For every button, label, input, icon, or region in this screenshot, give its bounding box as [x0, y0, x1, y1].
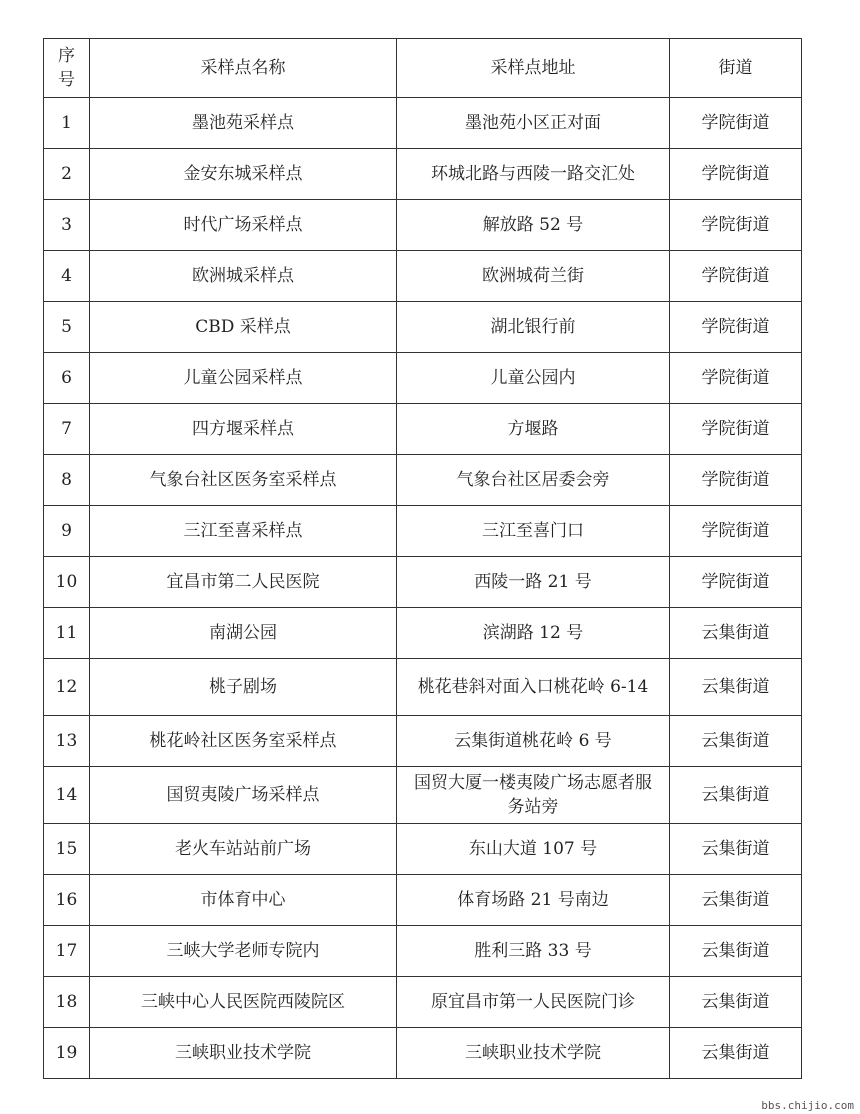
cell-street: 学院街道	[670, 404, 802, 455]
cell-serial-number: 16	[44, 875, 90, 926]
table-row	[44, 1028, 802, 1079]
cell-site-address	[397, 659, 670, 716]
table-row	[44, 302, 802, 353]
cell-serial-number: 1	[44, 98, 90, 149]
cell-site-address: 方堰路	[397, 404, 670, 455]
cell-serial-number: 17	[44, 926, 90, 977]
cell-site-name: 老火车站站前广场	[90, 824, 397, 875]
cell-site-name: 金安东城采样点	[90, 149, 397, 200]
cell-site-address: 儿童公园内	[397, 353, 670, 404]
cell-street: 云集街道	[670, 875, 802, 926]
table-body	[44, 98, 802, 1079]
cell-street: 学院街道	[670, 149, 802, 200]
cell-street: 学院街道	[670, 506, 802, 557]
cell-site-name: CBD 采样点	[90, 302, 397, 353]
cell-site-name: 南湖公园	[90, 608, 397, 659]
cell-site-address: 云集街道桃花岭 6 号	[397, 716, 670, 767]
cell-site-address: 湖北银行前	[397, 302, 670, 353]
cell-street: 云集街道	[670, 608, 802, 659]
table-row	[44, 977, 802, 1028]
header-site-address: 采样点地址	[397, 39, 670, 98]
table-row	[44, 455, 802, 506]
cell-site-address: 三江至喜门口	[397, 506, 670, 557]
table-row	[44, 149, 802, 200]
cell-serial-number: 5	[44, 302, 90, 353]
cell-site-address: 体育场路 21 号南边	[397, 875, 670, 926]
cell-site-name: 国贸夷陵广场采样点	[90, 767, 397, 824]
table-row	[44, 557, 802, 608]
cell-serial-number: 4	[44, 251, 90, 302]
cell-street: 学院街道	[670, 557, 802, 608]
cell-site-address: 胜利三路 33 号	[397, 926, 670, 977]
table-row	[44, 200, 802, 251]
cell-site-address: 三峡职业技术学院	[397, 1028, 670, 1079]
header-street: 街道	[670, 39, 802, 98]
cell-site-name: 桃花岭社区医务室采样点	[90, 716, 397, 767]
cell-site-address: 东山大道 107 号	[397, 824, 670, 875]
cell-serial-number: 19	[44, 1028, 90, 1079]
cell-serial-number: 7	[44, 404, 90, 455]
cell-street: 学院街道	[670, 200, 802, 251]
cell-street: 云集街道	[670, 824, 802, 875]
table-row	[44, 659, 802, 716]
table-row	[44, 716, 802, 767]
cell-street: 云集街道	[670, 977, 802, 1028]
cell-street: 学院街道	[670, 98, 802, 149]
table-row	[44, 926, 802, 977]
cell-site-address: 环城北路与西陵一路交汇处	[397, 149, 670, 200]
table-row	[44, 251, 802, 302]
site-address-text: 桃花巷斜对面入口桃花岭 6-14	[417, 677, 649, 697]
cell-site-address: 原宜昌市第一人民医院门诊	[397, 977, 670, 1028]
cell-site-name: 三峡中心人民医院西陵院区	[90, 977, 397, 1028]
table-row	[44, 767, 802, 824]
cell-serial-number: 12	[44, 659, 90, 716]
cell-site-name: 市体育中心	[90, 875, 397, 926]
cell-street: 学院街道	[670, 353, 802, 404]
cell-site-name: 时代广场采样点	[90, 200, 397, 251]
cell-site-address: 气象台社区居委会旁	[397, 455, 670, 506]
cell-street: 学院街道	[670, 302, 802, 353]
cell-site-address: 滨湖路 12 号	[397, 608, 670, 659]
cell-serial-number: 10	[44, 557, 90, 608]
cell-site-name: 三江至喜采样点	[90, 506, 397, 557]
header-serial-number: 序号	[44, 39, 90, 98]
table-row	[44, 404, 802, 455]
cell-site-address: 欧洲城荷兰街	[397, 251, 670, 302]
cell-serial-number: 15	[44, 824, 90, 875]
cell-site-name: 气象台社区医务室采样点	[90, 455, 397, 506]
cell-serial-number: 11	[44, 608, 90, 659]
cell-serial-number: 18	[44, 977, 90, 1028]
cell-site-name: 儿童公园采样点	[90, 353, 397, 404]
site-address-text: 国贸大厦一楼夷陵广场志愿者服务站旁	[414, 773, 652, 817]
cell-street: 云集街道	[670, 716, 802, 767]
cell-street: 云集街道	[670, 926, 802, 977]
cell-street: 云集街道	[670, 659, 802, 716]
cell-site-address: 解放路 52 号	[397, 200, 670, 251]
table-row	[44, 875, 802, 926]
cell-site-name: 三峡职业技术学院	[90, 1028, 397, 1079]
cell-site-name: 墨池苑采样点	[90, 98, 397, 149]
cell-site-address: 墨池苑小区正对面	[397, 98, 670, 149]
cell-serial-number: 2	[44, 149, 90, 200]
cell-serial-number: 6	[44, 353, 90, 404]
cell-site-address	[397, 767, 670, 824]
sampling-sites-table	[43, 38, 802, 1079]
cell-site-name: 四方堰采样点	[90, 404, 397, 455]
table-header-row	[44, 39, 802, 98]
cell-site-address: 西陵一路 21 号	[397, 557, 670, 608]
cell-street: 学院街道	[670, 251, 802, 302]
table-row	[44, 98, 802, 149]
cell-serial-number: 3	[44, 200, 90, 251]
cell-street: 云集街道	[670, 767, 802, 824]
table-row	[44, 608, 802, 659]
cell-serial-number: 13	[44, 716, 90, 767]
watermark: bbs.chijio.com	[761, 1099, 854, 1112]
cell-site-name: 桃子剧场	[90, 659, 397, 716]
cell-street: 云集街道	[670, 1028, 802, 1079]
table-row	[44, 824, 802, 875]
cell-street: 学院街道	[670, 455, 802, 506]
table-row	[44, 353, 802, 404]
cell-serial-number: 14	[44, 767, 90, 824]
cell-site-name: 宜昌市第二人民医院	[90, 557, 397, 608]
table-row	[44, 506, 802, 557]
cell-site-name: 三峡大学老师专院内	[90, 926, 397, 977]
header-site-name: 采样点名称	[90, 39, 397, 98]
cell-serial-number: 8	[44, 455, 90, 506]
cell-site-name: 欧洲城采样点	[90, 251, 397, 302]
cell-serial-number: 9	[44, 506, 90, 557]
